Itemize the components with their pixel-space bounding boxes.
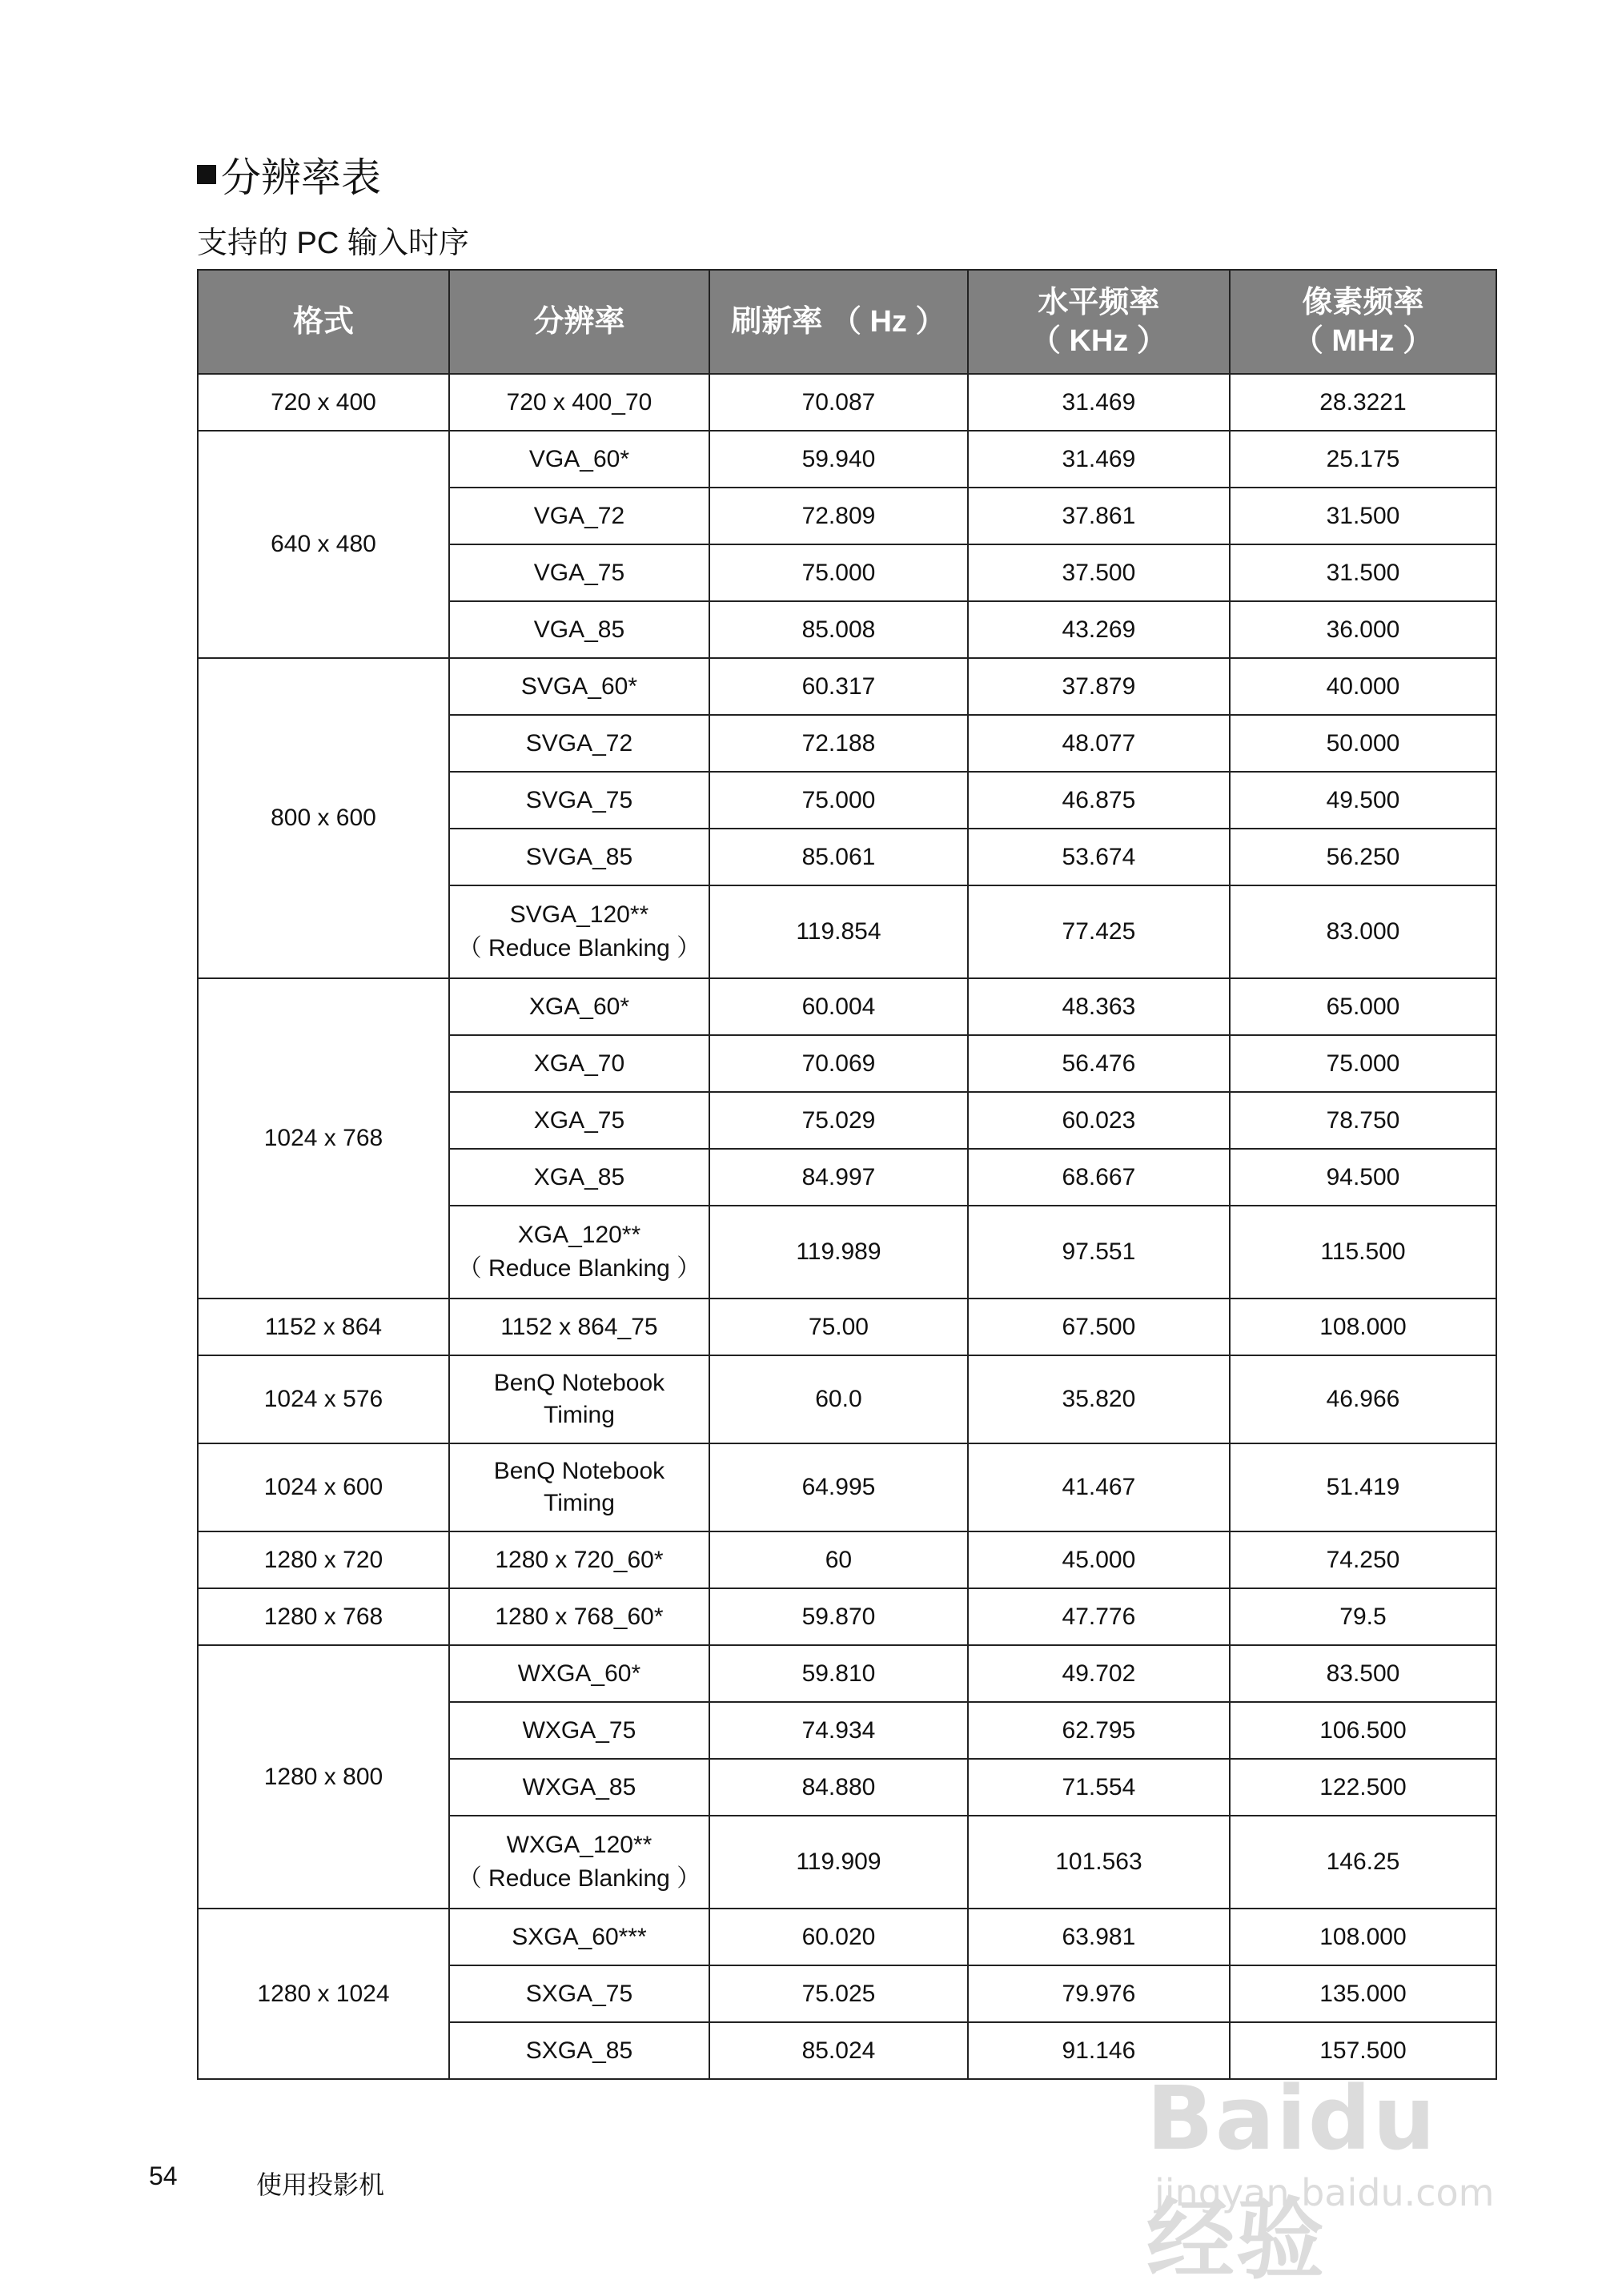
horizontal-frequency-cell: 48.077 [968,715,1230,772]
refresh-rate-cell: 75.000 [709,544,968,601]
pixel-frequency-cell: 83.000 [1230,885,1496,978]
horizontal-frequency-cell: 49.702 [968,1645,1230,1702]
resolution-line1: XGA_70 [533,1050,625,1077]
resolution-line1: SXGA_60*** [512,1923,647,1950]
format-cell: 1024 x 768 [198,978,449,1299]
resolution-cell [449,715,709,772]
resolution-cell [449,1588,709,1645]
table-row [198,431,1496,488]
resolution-line2: （ Reduce Blanking ） [457,935,701,961]
refresh-rate-cell: 85.008 [709,601,968,658]
horizontal-frequency-cell: 77.425 [968,885,1230,978]
pixel-frequency-cell: 36.000 [1230,601,1496,658]
resolution-cell [449,1443,709,1531]
resolution-line2: （ Reduce Blanking ） [457,1255,701,1282]
refresh-rate-cell: 85.061 [709,829,968,885]
refresh-rate-cell: 60.317 [709,658,968,715]
format-cell: 720 x 400 [198,374,449,431]
resolution-cell [449,772,709,829]
refresh-rate-cell: 59.810 [709,1645,968,1702]
format-cell: 1280 x 800 [198,1645,449,1909]
header-horizontal-frequency [968,270,1230,374]
refresh-rate-cell: 60.004 [709,978,968,1035]
horizontal-frequency-cell: 37.500 [968,544,1230,601]
table-row [198,374,1496,431]
pixel-frequency-cell: 78.750 [1230,1092,1496,1149]
table-row [198,1443,1496,1531]
table-row [198,1909,1496,1965]
resolution-line1: VGA_60* [528,445,629,472]
pixel-frequency-cell: 108.000 [1230,1909,1496,1965]
horizontal-frequency-cell: 53.674 [968,829,1230,885]
pixel-frequency-cell: 31.500 [1230,544,1496,601]
refresh-rate-cell: 75.000 [709,772,968,829]
refresh-rate-cell: 84.997 [709,1149,968,1206]
format-cell: 640 x 480 [198,431,449,658]
table-body [198,374,1496,2079]
horizontal-frequency-cell: 47.776 [968,1588,1230,1645]
resolution-cell [449,885,709,978]
resolution-line1: XGA_120** [517,1222,641,1248]
horizontal-frequency-cell: 31.469 [968,374,1230,431]
resolution-cell [449,1299,709,1355]
resolution-line1: XGA_60* [528,993,629,1020]
resolution-cell [449,1759,709,1816]
pixel-frequency-cell: 106.500 [1230,1702,1496,1759]
format-cell: 1152 x 864 [198,1299,449,1355]
pixel-frequency-cell: 135.000 [1230,1965,1496,2022]
resolution-line1: VGA_75 [533,559,625,586]
pixel-frequency-cell: 108.000 [1230,1299,1496,1355]
refresh-rate-cell: 60 [709,1531,968,1588]
table-row [198,1355,1496,1443]
resolution-table [197,269,1497,2080]
horizontal-frequency-cell: 35.820 [968,1355,1230,1443]
format-cell: 1280 x 768 [198,1588,449,1645]
resolution-line1: BenQ Notebook [493,1458,665,1484]
horizontal-frequency-cell: 37.861 [968,488,1230,544]
resolution-line1: 1152 x 864_75 [500,1313,658,1340]
resolution-line1: VGA_85 [533,616,625,643]
format-cell: 1280 x 1024 [198,1909,449,2079]
resolution-line1: WXGA_85 [522,1773,636,1800]
table-subtitle: 支持的 PC 输入时序 [197,227,469,260]
resolution-line1: SVGA_120** [509,901,649,928]
resolution-cell [449,1092,709,1149]
format-cell: 800 x 600 [198,658,449,978]
pixel-frequency-cell: 122.500 [1230,1759,1496,1816]
pixel-frequency-cell: 25.175 [1230,431,1496,488]
page-number: 54 [149,2162,178,2190]
refresh-rate-cell: 72.188 [709,715,968,772]
horizontal-frequency-cell: 37.879 [968,658,1230,715]
pixel-frequency-cell: 157.500 [1230,2022,1496,2079]
section-title-text: 分辨率表 [221,155,381,200]
refresh-rate-cell: 59.870 [709,1588,968,1645]
pixel-frequency-cell: 49.500 [1230,772,1496,829]
horizontal-frequency-cell: 48.363 [968,978,1230,1035]
pixel-frequency-cell: 75.000 [1230,1035,1496,1092]
resolution-cell [449,1702,709,1759]
horizontal-frequency-cell: 46.875 [968,772,1230,829]
footer-section-name: 使用投影机 [256,2170,385,2199]
refresh-rate-cell: 64.995 [709,1443,968,1531]
resolution-cell [449,658,709,715]
header-pfreq-line1: 像素频率 [1302,286,1424,319]
header-hfreq-line1: 水平频率 [1038,286,1160,319]
format-cell: 1024 x 600 [198,1443,449,1531]
refresh-rate-cell: 70.087 [709,374,968,431]
pixel-frequency-cell: 28.3221 [1230,374,1496,431]
horizontal-frequency-cell: 63.981 [968,1909,1230,1965]
resolution-line1: 1280 x 768_60* [495,1603,664,1630]
refresh-rate-cell: 119.989 [709,1206,968,1299]
resolution-cell [449,544,709,601]
pixel-frequency-cell: 46.966 [1230,1355,1496,1443]
resolution-cell [449,488,709,544]
refresh-rate-cell: 75.025 [709,1965,968,2022]
resolution-cell [449,601,709,658]
resolution-cell [449,431,709,488]
table-row [198,658,1496,715]
pixel-frequency-cell: 40.000 [1230,658,1496,715]
resolution-line1: XGA_75 [533,1106,625,1134]
horizontal-frequency-cell: 79.976 [968,1965,1230,2022]
pixel-frequency-cell: 94.500 [1230,1149,1496,1206]
table-row [198,1645,1496,1702]
resolution-line1: SVGA_60* [520,672,637,700]
resolution-line1: 720 x 400_70 [506,388,652,415]
resolution-line2: Timing [544,1402,615,1428]
pixel-frequency-cell: 51.419 [1230,1443,1496,1531]
resolution-cell [449,1149,709,1206]
resolution-cell [449,1645,709,1702]
header-pfreq-line2: （ MHz ） [1292,324,1434,358]
horizontal-frequency-cell: 41.467 [968,1443,1230,1531]
refresh-rate-cell: 60.0 [709,1355,968,1443]
horizontal-frequency-cell: 56.476 [968,1035,1230,1092]
square-bullet-icon [197,165,216,184]
resolution-cell [449,978,709,1035]
horizontal-frequency-cell: 97.551 [968,1206,1230,1299]
format-cell: 1024 x 576 [198,1355,449,1443]
resolution-cell [449,1531,709,1588]
refresh-rate-cell: 59.940 [709,431,968,488]
horizontal-frequency-cell: 43.269 [968,601,1230,658]
resolution-cell [449,374,709,431]
horizontal-frequency-cell: 45.000 [968,1531,1230,1588]
header-format: 格式 [198,270,449,374]
table-row [198,1299,1496,1355]
resolution-cell [449,1965,709,2022]
resolution-cell [449,1206,709,1299]
horizontal-frequency-cell: 60.023 [968,1092,1230,1149]
resolution-line1: SXGA_75 [525,1980,633,2007]
refresh-rate-cell: 85.024 [709,2022,968,2079]
horizontal-frequency-cell: 68.667 [968,1149,1230,1206]
table-row [198,1588,1496,1645]
watermark-url: jingyan.baidu.com [1154,2171,1495,2214]
pixel-frequency-cell: 79.5 [1230,1588,1496,1645]
resolution-line1: BenQ Notebook [493,1370,665,1396]
header-refresh-rate: 刷新率 （ Hz ） [709,270,968,374]
refresh-rate-cell: 75.029 [709,1092,968,1149]
header-hfreq-line2: （ KHz ） [1030,324,1167,358]
pixel-frequency-cell: 115.500 [1230,1206,1496,1299]
pixel-frequency-cell: 56.250 [1230,829,1496,885]
table-header-row [198,270,1496,374]
horizontal-frequency-cell: 31.469 [968,431,1230,488]
refresh-rate-cell: 74.934 [709,1702,968,1759]
resolution-line1: WXGA_120** [506,1832,652,1858]
pixel-frequency-cell: 146.25 [1230,1816,1496,1909]
table-row [198,978,1496,1035]
refresh-rate-cell: 84.880 [709,1759,968,1816]
pixel-frequency-cell: 65.000 [1230,978,1496,1035]
resolution-cell [449,1909,709,1965]
horizontal-frequency-cell: 91.146 [968,2022,1230,2079]
watermark-brand: Baidu经验 [1146,2067,1437,2291]
resolution-line1: 1280 x 720_60* [495,1546,664,1573]
refresh-rate-cell: 75.00 [709,1299,968,1355]
horizontal-frequency-cell: 101.563 [968,1816,1230,1909]
resolution-line1: XGA_85 [533,1163,625,1190]
horizontal-frequency-cell: 62.795 [968,1702,1230,1759]
resolution-cell [449,829,709,885]
baidu-watermark [1146,2067,1523,2291]
table-row [198,1531,1496,1588]
resolution-line1: SVGA_72 [525,729,633,757]
refresh-rate-cell: 119.854 [709,885,968,978]
resolution-line2: Timing [544,1490,615,1516]
pixel-frequency-cell: 83.500 [1230,1645,1496,1702]
resolution-line2: （ Reduce Blanking ） [457,1865,701,1892]
resolution-line1: WXGA_60* [517,1660,641,1687]
refresh-rate-cell: 70.069 [709,1035,968,1092]
resolution-line1: WXGA_75 [522,1716,636,1744]
header-pixel-frequency [1230,270,1496,374]
pixel-frequency-cell: 50.000 [1230,715,1496,772]
pixel-frequency-cell: 74.250 [1230,1531,1496,1588]
refresh-rate-cell: 60.020 [709,1909,968,1965]
refresh-rate-cell: 119.909 [709,1816,968,1909]
resolution-line1: VGA_72 [533,502,625,529]
refresh-rate-cell: 72.809 [709,488,968,544]
resolution-cell [449,2022,709,2079]
header-resolution: 分辨率 [449,270,709,374]
resolution-line1: SVGA_85 [525,843,633,870]
format-cell: 1280 x 720 [198,1531,449,1588]
resolution-cell [449,1816,709,1909]
resolution-line1: SXGA_85 [525,2037,633,2064]
pixel-frequency-cell: 31.500 [1230,488,1496,544]
horizontal-frequency-cell: 67.500 [968,1299,1230,1355]
resolution-line1: SVGA_75 [525,786,633,813]
resolution-cell [449,1355,709,1443]
section-title [197,146,381,203]
horizontal-frequency-cell: 71.554 [968,1759,1230,1816]
resolution-cell [449,1035,709,1092]
